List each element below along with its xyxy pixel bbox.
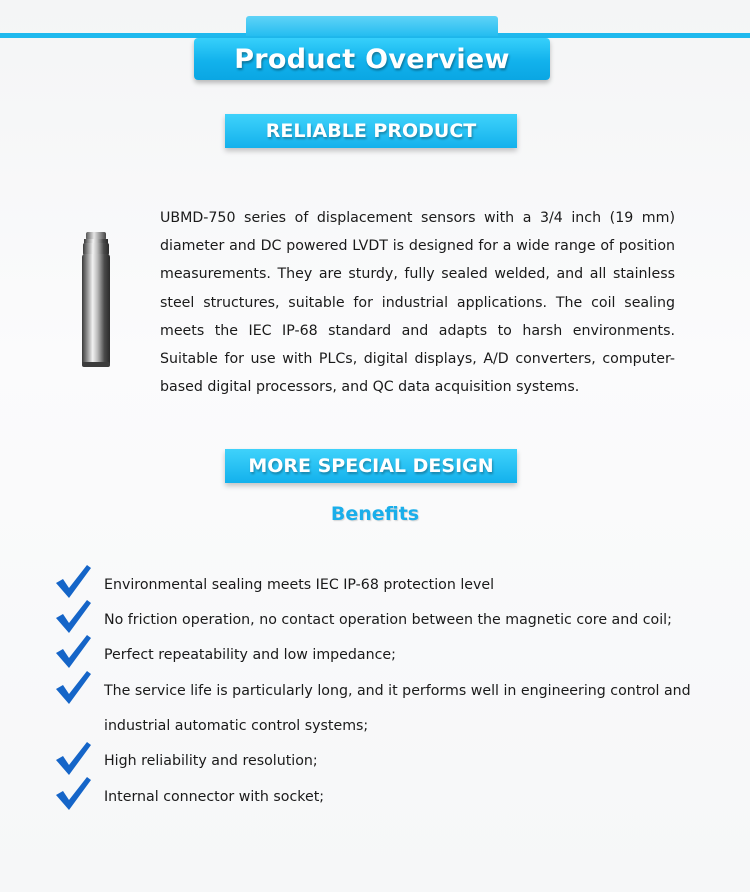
product-description: UBMD-750 series of displacement sensors with a 3/4 inch (19 mm) diameter and DC powered LVDT is designed for a wide range of position measurements. They are sturdy, fully sealed welded, and all stainless steel structures, suitable for industrial applications. The coil sealing meets the IEC IP-68 standard and adapts to harsh environments. Suitable for use with PLCs, digital displays, A/D converters, computer-based digital processors, and QC data acquisition systems. (160, 210, 675, 396)
check-icon (54, 633, 92, 671)
list-item: High reliability and resolution; (104, 753, 318, 769)
check-icon (54, 598, 92, 636)
list-item: No friction operation, no contact operation between the magnetic core and coil; (104, 612, 672, 628)
check-icon (54, 740, 92, 778)
check-icon (54, 669, 92, 707)
check-icon (54, 563, 92, 601)
list-item: Internal connector with socket; (104, 789, 325, 805)
list-item: Environmental sealing meets IEC IP-68 protection level (104, 577, 495, 593)
list-item: Perfect repeatability and low impedance; (104, 647, 396, 663)
check-icon (54, 775, 92, 813)
reliable-product-heading: RELIABLE PRODUCT (265, 120, 477, 142)
special-design-heading: MORE SPECIAL DESIGN (248, 455, 494, 477)
benefits-title: Benefits (330, 503, 420, 525)
page-title: Product Overview (234, 43, 510, 75)
list-item: The service life is particularly long, and it performs well in engineering control and industrial automatic control systems; (104, 683, 691, 734)
